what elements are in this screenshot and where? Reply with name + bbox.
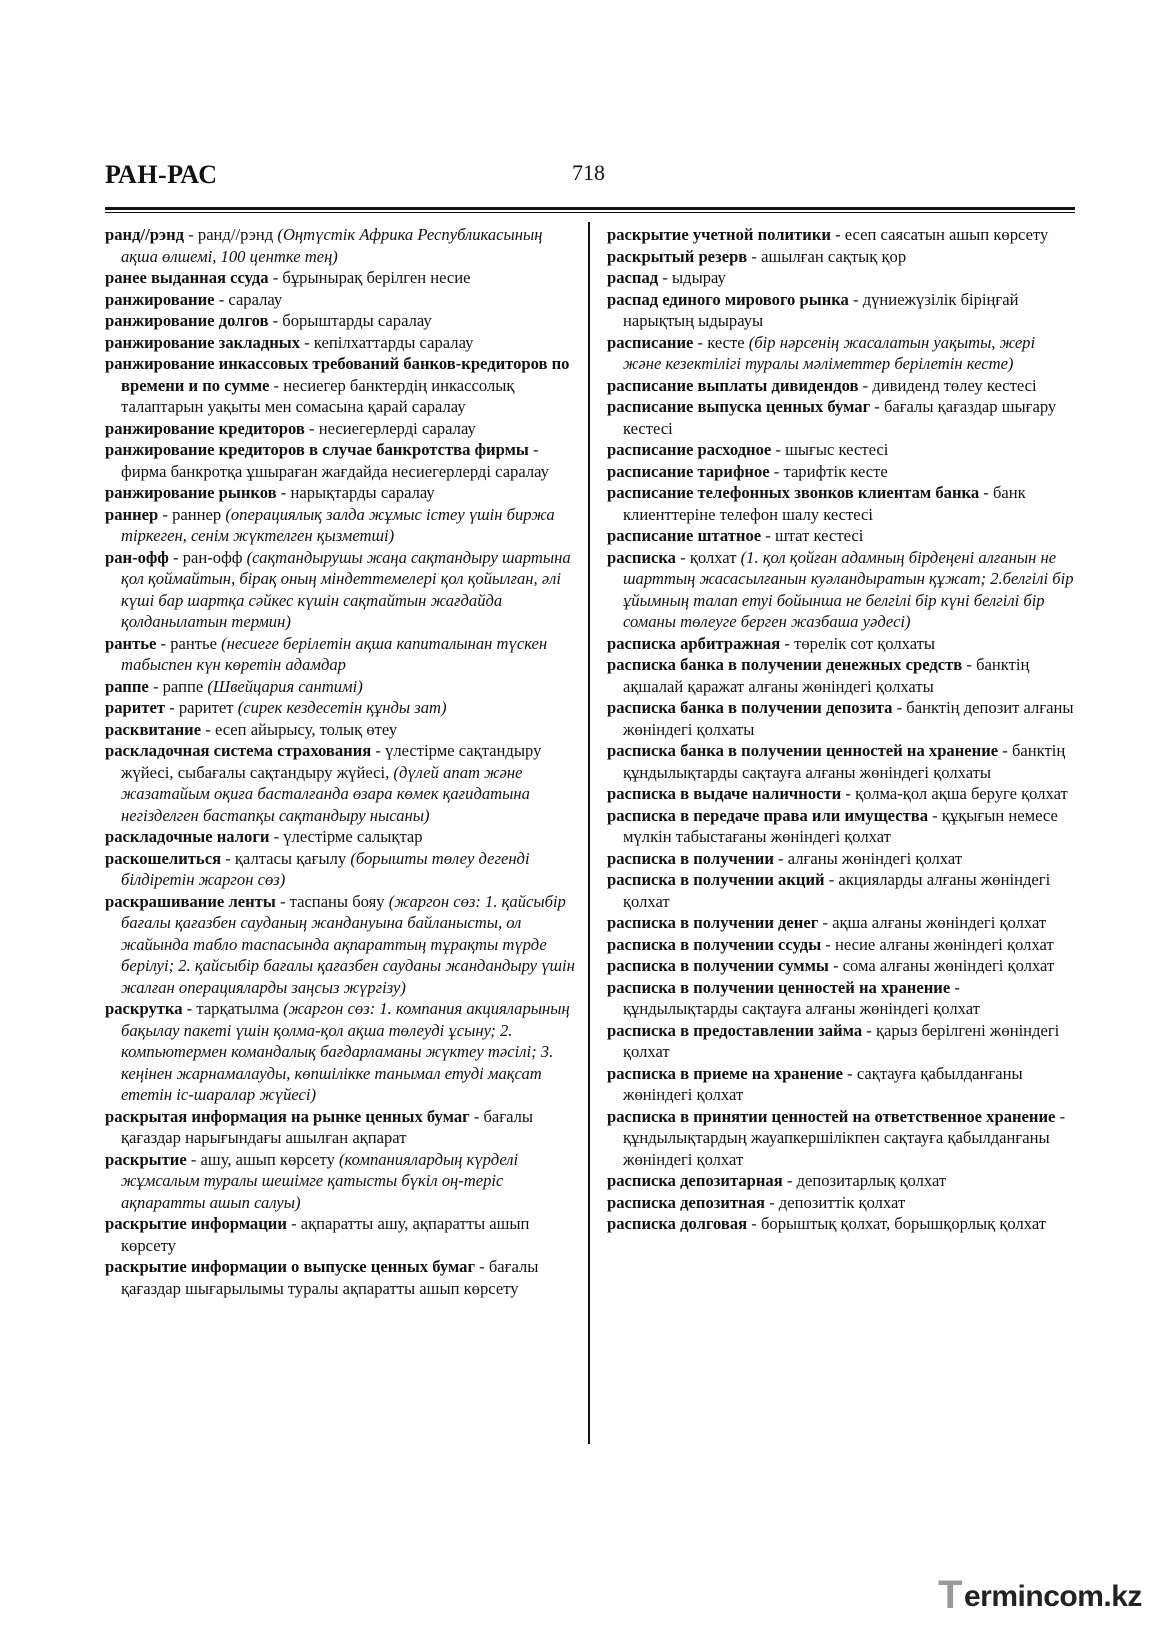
header-rule-thin	[105, 212, 1075, 213]
entry-definition: бағалы қағаздар нарығындағы ашылған ақпарат	[121, 1106, 534, 1147]
logo-mark: T	[938, 1573, 963, 1617]
entry-term: ранжирование долгов	[105, 311, 269, 330]
dictionary-entry: раскладочная система страхования - үлестірме сақтандыру жүйесі, сыбағалы сақтандыру жүйесі, (дүлей апат және жазатайым оқиға басталғанда өзара көмек қағидатына негізделген бастапқы сақтандыру нысаны)	[105, 741, 542, 825]
entry-definition: дүниежүзілік біріңғай нарықтың ыдырауы	[623, 289, 1019, 330]
entry-term: раскрытие информации о выпуске ценных бумаг	[105, 1257, 476, 1276]
dictionary-entry: раскрытие информации о выпуске ценных бумаг - бағалы қағаздар шығарылымы туралы ақпаратты ашып көрсету	[105, 1257, 539, 1298]
right-column	[607, 224, 1075, 1235]
entry-definition: үлестірме салықтар	[283, 827, 423, 846]
entry-term: расписка в предоставлении займа	[607, 1020, 863, 1040]
dictionary-entry: расписание расходное - шығыс кестесі	[607, 440, 889, 459]
dictionary-entry: расписка в получении акций - акцияларды алғаны жөніндегі қолхат	[607, 870, 1051, 911]
dictionary-entry: раскрытие учетной политики - есеп саясатын ашып көрсету	[607, 225, 1049, 244]
dictionary-entry: распад единого мирового рынка - дүниежүзілік біріңғай нарықтың ыдырауы	[607, 289, 1019, 330]
dictionary-entry: расквитание - есеп айырысу, толық өтеу	[105, 719, 398, 739]
entry-definition: кепілхаттарды саралау	[313, 332, 474, 352]
entry-definition: ашылған сақтық қор	[761, 246, 907, 266]
entry-term: расписка долговая	[607, 1214, 748, 1233]
dictionary-entry: расписка арбитражная - төрелік сот қолхаты	[607, 633, 936, 653]
dictionary-entry: раскрутка - тарқатылма (жаргон сөз: 1. компания акцияларының бақылау пакеті үшін қолма-қол ақша төлеуді ұсыну; 2. компьютермен командалық бағдарламаны жүктеу тәсілі; 3. кеңінен жарнамалауды, көпшілікке танымал етуді мақсат ететін іс-шаралар жүйесі)	[105, 999, 570, 1104]
dictionary-entry: расписка в получении денег - ақша алғаны жөніндегі қолхат	[607, 913, 1047, 932]
entry-definition: раритет	[178, 698, 234, 717]
entry-term: ранд//рэнд	[105, 225, 185, 244]
dictionary-entry: раскошелиться - қалтасы қағылу (борышты төлеу дегенді білдіретін жаргон сөз)	[105, 848, 530, 889]
entry-definition: құндылықтардың жауапкершілікпен сақтауға қабылданғаны жөніндегі қолхат	[623, 1128, 1050, 1169]
entry-term: ран-офф	[105, 547, 169, 567]
entry-definition: банк клиенттеріне телефон шалу кестесі	[623, 483, 1026, 524]
entry-term: расписка в приеме на хранение	[607, 1063, 844, 1083]
entry-definition: ыдырау	[671, 268, 726, 287]
entry-definition: депозитарлық қолхат	[796, 1171, 947, 1190]
entry-definition: фирма банкротқа ұшыраған жағдайда несиегерлерді саралау	[121, 461, 549, 481]
dictionary-entry: расписка в приеме на хранение - сақтауға қабылданғаны жөніндегі қолхат	[607, 1063, 1023, 1104]
entry-term: расписание штатное	[607, 526, 762, 545]
entry-definition: раппе	[162, 676, 204, 696]
dictionary-entry: раппе - раппе (Швейцария сантимі)	[105, 676, 363, 696]
entry-definition: алғаны жөніндегі қолхат	[787, 848, 963, 868]
entry-definition: қолхат	[689, 547, 737, 567]
dictionary-entry: расписание тарифное - тарифтік кесте	[607, 461, 888, 481]
dictionary-entry: расписка банка в получении ценностей на хранение - банктің құндылықтарды сақтауға алғаны жөніндегі қолхаты	[607, 741, 1066, 782]
entry-term: расписание выпуска ценных бумаг	[607, 397, 871, 416]
dictionary-entry: расписка депозитарная - депозитарлық қолхат	[607, 1171, 947, 1190]
dictionary-entry: расписание - кесте (бір нәрсенің жасалатын уақыты, жері және кезектілігі туралы мәліметтер берілетін кесте)	[607, 332, 1036, 373]
entry-term: ранжирование кредиторов в случае банкротства фирмы	[105, 440, 529, 459]
entry-term: раскрытие информации	[105, 1214, 287, 1233]
entry-definition: таспаны бояу	[289, 891, 385, 911]
entry-definition: ран-офф	[182, 547, 243, 567]
entry-definition: бұрынырақ берілген несие	[282, 268, 471, 287]
dictionary-entry: раскрашивание ленты - таспаны бояу (жаргон сөз: 1. қайсыбір бағалы қағазбен сауданың жандануына байланысты, ол жайында табло таспасында ақпараттың тұрақты түрде берілуі; 2. қайсыбір бағалы қағазбен сауданы жандандыру үшін жалған операцияларды заңсыз жүргізу)	[105, 891, 575, 997]
entry-note: (несиеге берілетін ақша капиталынан түскен табыспен күн көретін адамдар	[121, 633, 548, 674]
entry-term: ранжирование	[105, 289, 215, 309]
dictionary-entry: расписка в предоставлении займа - қарыз берілгені жөніндегі қолхат	[607, 1020, 1060, 1061]
dictionary-entry: расписка в получении ценностей на хранение - құндылықтарды сақтауға алғаны жөніндегі қолхат	[607, 977, 980, 1018]
dictionary-entry: ран-офф - ран-офф (сақтандырушы жаңа сақтандыру шартына қол қоймайтын, бірақ оның міндеттемелері қол қойылған, әлі күші бар шартқа сәйкес күшін сақтайтын жағдайда қолданылатын термин)	[105, 547, 571, 631]
entry-term: расписка в получении акций	[607, 870, 825, 889]
entry-definition: шығыс кестесі	[785, 440, 889, 459]
dictionary-entry: ранжирование кредиторов в случае банкротства фирмы - фирма банкротқа ұшыраған жағдайда несиегерлерді саралау	[105, 440, 549, 481]
entry-range-title: РАН-РАС	[105, 160, 218, 189]
entry-definition: тарифтік кесте	[783, 461, 888, 481]
entry-definition: рантье	[170, 633, 217, 653]
entry-note: (Швейцария сантимі)	[207, 676, 363, 696]
entry-definition: құндылықтарды сақтауға алғаны жөніндегі қолхат	[623, 999, 980, 1018]
entry-term: расписка в получении	[607, 848, 774, 868]
entry-definition: дивиденд төлеу кестесі	[872, 375, 1037, 395]
entry-definition: банктің құндылықтарды сақтауға алғаны жөніндегі қолхаты	[623, 741, 1066, 782]
dictionary-entry: расписка в получении - алғаны жөніндегі қолхат	[607, 848, 963, 868]
termincom-logo	[938, 1575, 1148, 1615]
entry-term: расписка в принятии ценностей на ответственное хранение	[607, 1106, 1056, 1126]
dictionary-entry: ранжирование инкассовых требований банков-кредиторов по времени и по сумме - несиегер банктердің инкассолық талаптарын уақыты мен сомасына қарай саралау	[105, 354, 570, 416]
entry-definition: төрелік сот қолхаты	[794, 633, 936, 653]
dictionary-entry: раскрытая информация на рынке ценных бумаг - бағалы қағаздар нарығындағы ашылған ақпарат	[105, 1106, 534, 1147]
dictionary-entry: расписка в получении суммы - сома алғаны жөніндегі қолхат	[607, 956, 1055, 975]
entry-term: расписка в получении суммы	[607, 956, 829, 975]
dictionary-entry: раскрытие информации - ақпаратты ашу, ақпаратты ашып көрсету	[105, 1214, 530, 1255]
entry-term: расписка депозитарная	[607, 1171, 783, 1190]
entry-definition: банктің депозит алғаны жөніндегі қолхаты	[623, 698, 1074, 739]
dictionary-entry: раннер - раннер (операциялық залда жұмыс істеу үшін биржа тіркеген, сенім жүктелген қызметші)	[105, 504, 555, 545]
entry-definition: бағалы қағаздар шығарылымы туралы ақпаратты ашып көрсету	[121, 1257, 539, 1298]
entry-note: (операциялық залда жұмыс істеу үшін биржа тіркеген, сенім жүктелген қызметші)	[121, 504, 555, 545]
dictionary-entry: ранжирование закладных - кепілхаттарды саралау	[105, 332, 474, 352]
entry-definition: ашу, ашып көрсету	[200, 1149, 335, 1169]
entry-definition: есеп айырысу, толық өтеу	[214, 719, 398, 739]
entry-definition: нарықтарды саралау	[290, 483, 435, 502]
entry-note: (жаргон сөз: 1. қайсыбір бағалы қағазбен сауданың жандануына байланысты, ол жайында табло таспасында ақпараттың тұрақты түрде берілуі; 2. қайсыбір бағалы қағазбен сауданы жандандыру үшін жалған операцияларды заңсыз жүргізу)	[121, 891, 575, 997]
dictionary-entry: расписка долговая - борыштық қолхат, борышқорлық қолхат	[607, 1214, 1047, 1233]
entry-term: раскладочные налоги	[105, 827, 270, 846]
dictionary-entry: ранжирование рынков - нарықтарды саралау	[105, 483, 435, 502]
entry-definition: несиегер банктердің инкассолық талаптарын уақыты мен сомасына қарай саралау	[121, 375, 515, 416]
entry-note: (компаниялардың күрделі жұмсалым туралы шешімге қатысты бүкіл оң-теріс ақпаратты ашып салуы)	[121, 1149, 519, 1212]
entry-definition: сақтауға қабылданғаны жөніндегі қолхат	[623, 1063, 1023, 1104]
page-number: 718	[572, 160, 605, 185]
entry-term: раппе	[105, 676, 149, 696]
left-column	[105, 224, 577, 1299]
entry-term: распад	[607, 268, 659, 287]
entry-term: расписание тарифное	[607, 461, 770, 481]
entry-note: (сақтандырушы жаңа сақтандыру шартына қол қоймайтын, бірақ оның міндеттемелері қол қойылған, әлі күші бар шартқа сәйкес күшін сақтайтын жағдайда қолданылатын термин)	[121, 547, 571, 631]
entry-definition: саралау	[228, 289, 283, 309]
entry-term: раскрутка	[105, 999, 183, 1018]
dictionary-entry: расписка в принятии ценностей на ответственное хранение - құндылықтардың жауапкершілікпен сақтауға қабылданғаны жөніндегі қолхат	[607, 1106, 1066, 1169]
entry-definition: сома алғаны жөніндегі қолхат	[842, 956, 1055, 975]
entry-term: расписка в получении ценностей на хранение	[607, 977, 951, 997]
dictionary-entry: расписка в передаче права или имущества - құқығын немесе мүлкін табыстағаны жөніндегі қолхат	[607, 805, 1058, 846]
entry-term: расписка в выдаче наличности	[607, 784, 842, 803]
entry-definition: кесте	[707, 332, 745, 352]
dictionary-entry: ранжирование долгов - борыштарды саралау	[105, 311, 432, 330]
page-header	[105, 158, 1075, 208]
entry-term: расписка	[607, 547, 676, 567]
entry-term: ранжирование закладных	[105, 332, 301, 352]
dictionary-entry: расписка - қолхат (1. қол қойған адамның бірдеңені алғанын не шарттың жасасылғанын куәландыратын құжат; 2.белгілі бір ұйымның талап етуі бойынша не белгілі бір күні белгілі бір соманы төлеуге берген жазбаша уәдесі)	[607, 547, 1074, 631]
dictionary-entry: рантье - рантье (несиеге берілетін ақша капиталынан түскен табыспен күн көретін адамдар	[105, 633, 548, 674]
entry-definition: ранд//рэнд	[197, 225, 274, 244]
entry-term: раскрытая информация на рынке ценных бумаг	[105, 1106, 470, 1126]
entry-term: раскрытие учетной политики	[607, 225, 831, 244]
dictionary-entry: ранд//рэнд - ранд//рэнд (Оңтүстік Африка Республикасының ақша өлшемі, 100 центке тең)	[105, 225, 543, 266]
entry-term: раннер	[105, 504, 159, 524]
dictionary-entry: расписка депозитная - депозиттік қолхат	[607, 1192, 906, 1212]
entry-term: расписка арбитражная	[607, 633, 781, 653]
entry-definition: қалтасы қағылу	[234, 848, 347, 868]
entry-term: ранее выданная ссуда	[105, 268, 269, 287]
logo-text: ermincom.kz	[964, 1580, 1142, 1613]
dictionary-entry: ранее выданная ссуда - бұрынырақ берілген несие	[105, 268, 471, 287]
entry-note: (1. қол қойған адамның бірдеңені алғанын не шарттың жасасылғанын куәландыратын құжат; 2.белгілі бір ұйымның талап етуі бойынша не белгілі бір күні белгілі бір соманы төлеуге берген жазбаша уәдесі)	[623, 547, 1074, 631]
entry-definition: ақша алғаны жөніндегі қолхат	[832, 913, 1047, 932]
dictionary-entry: раскрытие - ашу, ашып көрсету (компаниялардың күрделі жұмсалым туралы шешімге қатысты бүкіл оң-теріс ақпаратты ашып салуы)	[105, 1149, 519, 1212]
entry-definition: ақпаратты ашу, ақпаратты ашып көрсету	[121, 1214, 530, 1255]
entry-term: раскрытие	[105, 1149, 187, 1169]
entry-note: (борышты төлеу дегенді білдіретін жаргон сөз)	[121, 848, 530, 889]
entry-term: ранжирование рынков	[105, 483, 277, 502]
column-divider	[588, 222, 590, 1444]
entry-term: ранжирование инкассовых требований банков-кредиторов по времени и по сумме	[105, 354, 570, 395]
entry-term: расписка банка в получении денежных средств	[607, 655, 963, 674]
entry-note: (жаргон сөз: 1. компания акцияларының бақылау пакеті үшін қолма-қол ақша төлеуді ұсыну; 2. компьютермен командалық бағдарламаны жүктеу тәсілі; 3. кеңінен жарнамалауды, көпшілікке танымал етуді мақсат ететін іс-шаралар жүйесі)	[121, 999, 570, 1104]
entry-term: раскладочная система страхования	[105, 741, 372, 760]
entry-term: расписка в передаче права или имущества	[607, 805, 929, 825]
entry-term: распад единого мирового рынка	[607, 289, 849, 309]
entry-note: (Оңтүстік Африка Республикасының ақша өлшемі, 100 центке тең)	[121, 225, 543, 266]
entry-definition: қарыз берілгені жөніндегі қолхат	[623, 1020, 1060, 1061]
entry-term: расквитание	[105, 719, 202, 739]
entry-note: (сирек кездесетін құнды зат)	[237, 698, 447, 717]
header-rule-thick	[105, 207, 1075, 210]
dictionary-entry: раскладочные налоги - үлестірме салықтар	[105, 827, 423, 846]
entry-definition: есеп саясатын ашып көрсету	[844, 225, 1049, 244]
dictionary-entry: распад - ыдырау	[607, 268, 726, 287]
dictionary-entry: расписка в выдаче наличности - қолма-қол ақша беруге қолхат	[607, 784, 1068, 803]
entry-term: расписание телефонных звонков клиентам банка	[607, 483, 980, 502]
entry-term: раскрытый резерв	[607, 246, 748, 266]
entry-definition: несие алғаны жөніндегі қолхат	[834, 934, 1054, 954]
entry-definition: бағалы қағаздар шығару кестесі	[623, 397, 1057, 438]
entry-definition: раннер	[172, 504, 222, 524]
entry-definition: борыштық қолхат, борышқорлық қолхат	[760, 1214, 1047, 1233]
entry-definition: тарқатылма	[196, 999, 279, 1018]
entry-definition: үлестірме сақтандыру жүйесі, сыбағалы сақтандыру жүйесі,	[121, 741, 542, 782]
entry-definition: акцияларды алғаны жөніндегі қолхат	[623, 870, 1051, 911]
entry-term: расписание выплаты дивидендов	[607, 375, 859, 395]
entry-definition: құқығын немесе мүлкін табыстағаны жөніндегі қолхат	[623, 805, 1058, 846]
entry-definition: депозиттік қолхат	[778, 1192, 906, 1212]
entry-note: (бір нәрсенің жасалатын уақыты, жері және кезектілігі туралы мәліметтер берілетін кесте)	[623, 332, 1036, 373]
entry-term: расписка банка в получении ценностей на хранение	[607, 741, 999, 760]
dictionary-entry: раритет - раритет (сирек кездесетін құнды зат)	[105, 698, 447, 717]
entry-term: расписание	[607, 332, 694, 352]
entry-definition: штат кестесі	[774, 526, 864, 545]
dictionary-entry: расписание штатное - штат кестесі	[607, 526, 864, 545]
dictionary-entry: расписание телефонных звонков клиентам банка - банк клиенттеріне телефон шалу кестесі	[607, 483, 1026, 524]
dictionary-entry: расписка банка в получении депозита - банктің депозит алғаны жөніндегі қолхаты	[607, 698, 1074, 739]
entry-term: расписка в получении денег	[607, 913, 819, 932]
entry-definition: несиегерлерді саралау	[318, 418, 476, 438]
dictionary-entry: раскрытый резерв - ашылған сақтық қор	[607, 246, 907, 266]
entry-term: расписка в получении ссуды	[607, 934, 822, 954]
dictionary-entry: расписание выплаты дивидендов - дивиденд төлеу кестесі	[607, 375, 1037, 395]
entry-definition: қолма-қол ақша беруге қолхат	[855, 784, 1068, 803]
entry-note: (дүлей апат және жазатайым оқиға басталғанда өзара көмек қағидатына негізделген бастапқы сақтандыру нысаны)	[121, 762, 530, 825]
dictionary-entry: расписка банка в получении денежных средств - банктің ақшалай қаражат алғаны жөніндегі қолхаты	[607, 655, 1030, 696]
entry-term: раскрашивание ленты	[105, 891, 276, 911]
dictionary-entry: ранжирование кредиторов - несиегерлерді саралау	[105, 418, 476, 438]
entry-term: расписание расходное	[607, 440, 772, 459]
entry-term: рантье	[105, 633, 157, 653]
entry-term: ранжирование кредиторов	[105, 418, 305, 438]
dictionary-entry: расписка в получении ссуды - несие алғаны жөніндегі қолхат	[607, 934, 1054, 954]
dictionary-entry: ранжирование - саралау	[105, 289, 283, 309]
entry-term: раритет	[105, 698, 165, 717]
entry-definition: банктің ақшалай қаражат алғаны жөніндегі қолхаты	[623, 655, 1030, 696]
entry-definition: борыштарды саралау	[282, 311, 432, 330]
entry-term: раскошелиться	[105, 848, 222, 868]
entry-term: расписка банка в получении депозита	[607, 698, 893, 717]
entry-term: расписка депозитная	[607, 1192, 765, 1212]
dictionary-entry: расписание выпуска ценных бумаг - бағалы қағаздар шығару кестесі	[607, 397, 1057, 438]
